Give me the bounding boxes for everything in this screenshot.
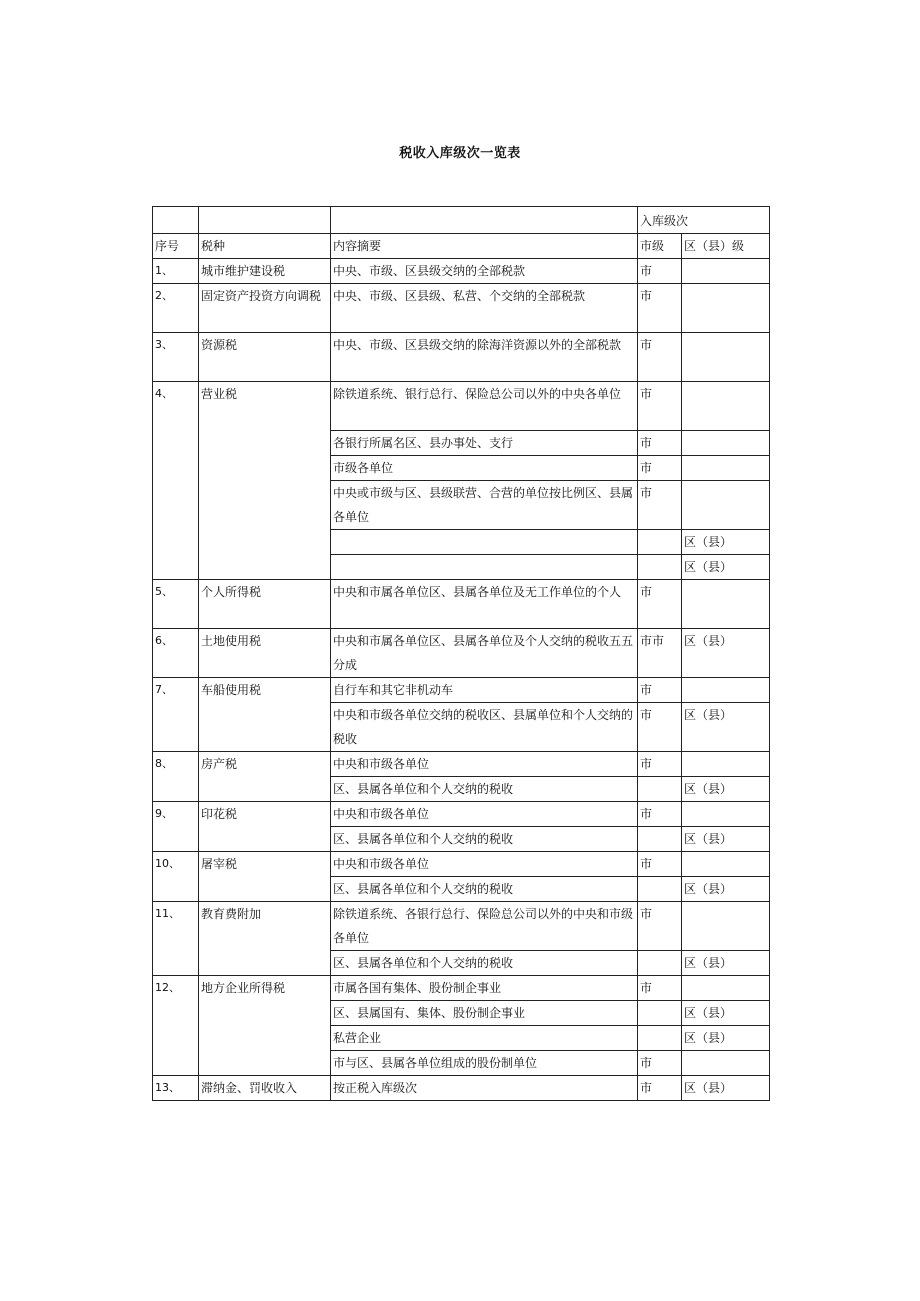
summary-cell: 中央和市属各单位区、县属各单位及个人交纳的税收五五分成 [331, 629, 638, 678]
district-level-cell: 区（县） [682, 1001, 770, 1026]
district-level-cell: 区（县） [682, 1026, 770, 1051]
summary-cell: 中央、市级、区县级、私营、个交纳的全部税款 [331, 284, 638, 333]
seq-cell: 13、 [153, 1076, 199, 1101]
summary-header: 内容摘要 [331, 234, 638, 259]
seq-cell: 5、 [153, 580, 199, 629]
city-level-cell: 市 [638, 752, 682, 777]
city-level-cell: 市 [638, 333, 682, 382]
table-row [153, 852, 770, 877]
district-level-cell [682, 752, 770, 777]
district-level-cell [682, 333, 770, 382]
summary-cell: 区、县属国有、集体、股份制企事业 [331, 1001, 638, 1026]
city-level-cell: 市 [638, 976, 682, 1001]
summary-cell: 中央、市级、区县级交纳的全部税款 [331, 259, 638, 284]
tax-type-cell: 地方企业所得税 [199, 976, 331, 1076]
city-level-cell [638, 555, 682, 580]
table-row [153, 382, 770, 431]
district-level-cell [682, 259, 770, 284]
group-header-row [153, 207, 770, 234]
table-row [153, 902, 770, 951]
seq-cell: 1、 [153, 259, 199, 284]
summary-cell: 中央和市级各单位 [331, 802, 638, 827]
table-row [153, 678, 770, 703]
tax-type-cell: 滞纳金、罚收收入 [199, 1076, 331, 1101]
summary-cell: 自行车和其它非机动车 [331, 678, 638, 703]
tax-type-cell: 个人所得税 [199, 580, 331, 629]
district-level-cell [682, 902, 770, 951]
summary-cell: 按正税入库级次 [331, 1076, 638, 1101]
blank-header-cell [153, 207, 199, 234]
tax-type-cell: 车船使用税 [199, 678, 331, 752]
page-title: 税收入库级次一览表 [399, 146, 521, 161]
summary-cell: 中央或市级与区、县级联营、合营的单位按比例区、县属各单位 [331, 481, 638, 530]
district-level-cell [682, 678, 770, 703]
summary-cell: 中央和市级各单位 [331, 852, 638, 877]
district-level-cell [682, 580, 770, 629]
summary-cell: 中央和市级各单位 [331, 752, 638, 777]
tax-type-cell: 房产税 [199, 752, 331, 802]
city-level-cell: 市 [638, 852, 682, 877]
district-level-cell: 区（县） [682, 1076, 770, 1101]
table-row [153, 580, 770, 629]
table-row [153, 752, 770, 777]
seq-cell: 12、 [153, 976, 199, 1076]
seq-header: 序号 [153, 234, 199, 259]
city-level-cell [638, 877, 682, 902]
seq-cell: 7、 [153, 678, 199, 752]
district-level-cell [682, 456, 770, 481]
city-level-cell [638, 777, 682, 802]
summary-cell: 各银行所属名区、县办事处、支行 [331, 431, 638, 456]
district-level-cell: 区（县） [682, 703, 770, 752]
city-level-cell: 市 [638, 902, 682, 951]
tax-type-cell: 教育费附加 [199, 902, 331, 976]
district-level-cell: 区（县） [682, 555, 770, 580]
table-row [153, 1076, 770, 1101]
city-level-cell: 市 [638, 382, 682, 431]
seq-cell: 4、 [153, 382, 199, 580]
city-level-cell: 市 [638, 1051, 682, 1076]
summary-cell [331, 555, 638, 580]
seq-cell: 3、 [153, 333, 199, 382]
district-level-cell: 区（县） [682, 877, 770, 902]
summary-cell: 市属各国有集体、股份制企事业 [331, 976, 638, 1001]
city-level-cell [638, 951, 682, 976]
district-level-cell: 区（县） [682, 951, 770, 976]
district-level-header: 区（县）级 [682, 234, 770, 259]
blank-header-cell [331, 207, 638, 234]
city-level-cell: 市市 [638, 629, 682, 678]
summary-cell: 区、县属各单位和个人交纳的税收 [331, 827, 638, 852]
storage-level-group-header: 入库级次 [638, 207, 770, 234]
city-level-cell [638, 530, 682, 555]
district-level-cell: 区（县） [682, 530, 770, 555]
summary-cell: 中央和市级各单位交纳的税收区、县属单位和个人交纳的税收 [331, 703, 638, 752]
summary-cell: 除铁道系统、银行总行、保险总公司以外的中央各单位 [331, 382, 638, 431]
blank-header-cell [199, 207, 331, 234]
city-level-cell: 市 [638, 703, 682, 752]
city-level-cell [638, 1026, 682, 1051]
tax-type-cell: 营业税 [199, 382, 331, 580]
tax-type-header: 税种 [199, 234, 331, 259]
table-row [153, 976, 770, 1001]
seq-cell: 8、 [153, 752, 199, 802]
summary-cell: 区、县属各单位和个人交纳的税收 [331, 777, 638, 802]
seq-cell: 9、 [153, 802, 199, 852]
district-level-cell: 区（县） [682, 777, 770, 802]
district-level-cell [682, 284, 770, 333]
summary-cell: 除铁道系统、各银行总行、保险总公司以外的中央和市级各单位 [331, 902, 638, 951]
district-level-cell [682, 382, 770, 431]
table-row [153, 802, 770, 827]
city-level-cell: 市 [638, 259, 682, 284]
summary-cell: 私营企业 [331, 1026, 638, 1051]
summary-cell: 区、县属各单位和个人交纳的税收 [331, 877, 638, 902]
summary-cell: 市级各单位 [331, 456, 638, 481]
district-level-cell [682, 802, 770, 827]
district-level-cell [682, 431, 770, 456]
summary-cell: 区、县属各单位和个人交纳的税收 [331, 951, 638, 976]
city-level-cell: 市 [638, 481, 682, 530]
summary-cell: 中央和市属各单位区、县属各单位及无工作单位的个人 [331, 580, 638, 629]
seq-cell: 2、 [153, 284, 199, 333]
tax-level-table [152, 206, 770, 1101]
district-level-cell: 区（县） [682, 827, 770, 852]
tax-type-cell: 固定资产投资方向调税 [199, 284, 331, 333]
city-level-cell: 市 [638, 284, 682, 333]
tax-type-cell: 资源税 [199, 333, 331, 382]
summary-cell: 中央、市级、区县级交纳的除海洋资源以外的全部税款 [331, 333, 638, 382]
seq-cell: 6、 [153, 629, 199, 678]
district-level-cell [682, 481, 770, 530]
tax-type-cell: 印花税 [199, 802, 331, 852]
city-level-cell: 市 [638, 456, 682, 481]
city-level-header: 市级 [638, 234, 682, 259]
table-row [153, 333, 770, 382]
tax-type-cell: 城市维护建设税 [199, 259, 331, 284]
city-level-cell: 市 [638, 802, 682, 827]
city-level-cell [638, 827, 682, 852]
tax-type-cell: 土地使用税 [199, 629, 331, 678]
city-level-cell: 市 [638, 1076, 682, 1101]
table-row [153, 629, 770, 678]
district-level-cell [682, 1051, 770, 1076]
table-row [153, 284, 770, 333]
city-level-cell: 市 [638, 678, 682, 703]
tax-type-cell: 屠宰税 [199, 852, 331, 902]
district-level-cell [682, 852, 770, 877]
summary-cell: 市与区、县属各单位组成的股份制单位 [331, 1051, 638, 1076]
city-level-cell [638, 1001, 682, 1026]
district-level-cell [682, 976, 770, 1001]
city-level-cell: 市 [638, 580, 682, 629]
table-row [153, 259, 770, 284]
district-level-cell: 区（县） [682, 629, 770, 678]
column-header-row [153, 234, 770, 259]
seq-cell: 10、 [153, 852, 199, 902]
city-level-cell: 市 [638, 431, 682, 456]
summary-cell [331, 530, 638, 555]
seq-cell: 11、 [153, 902, 199, 976]
